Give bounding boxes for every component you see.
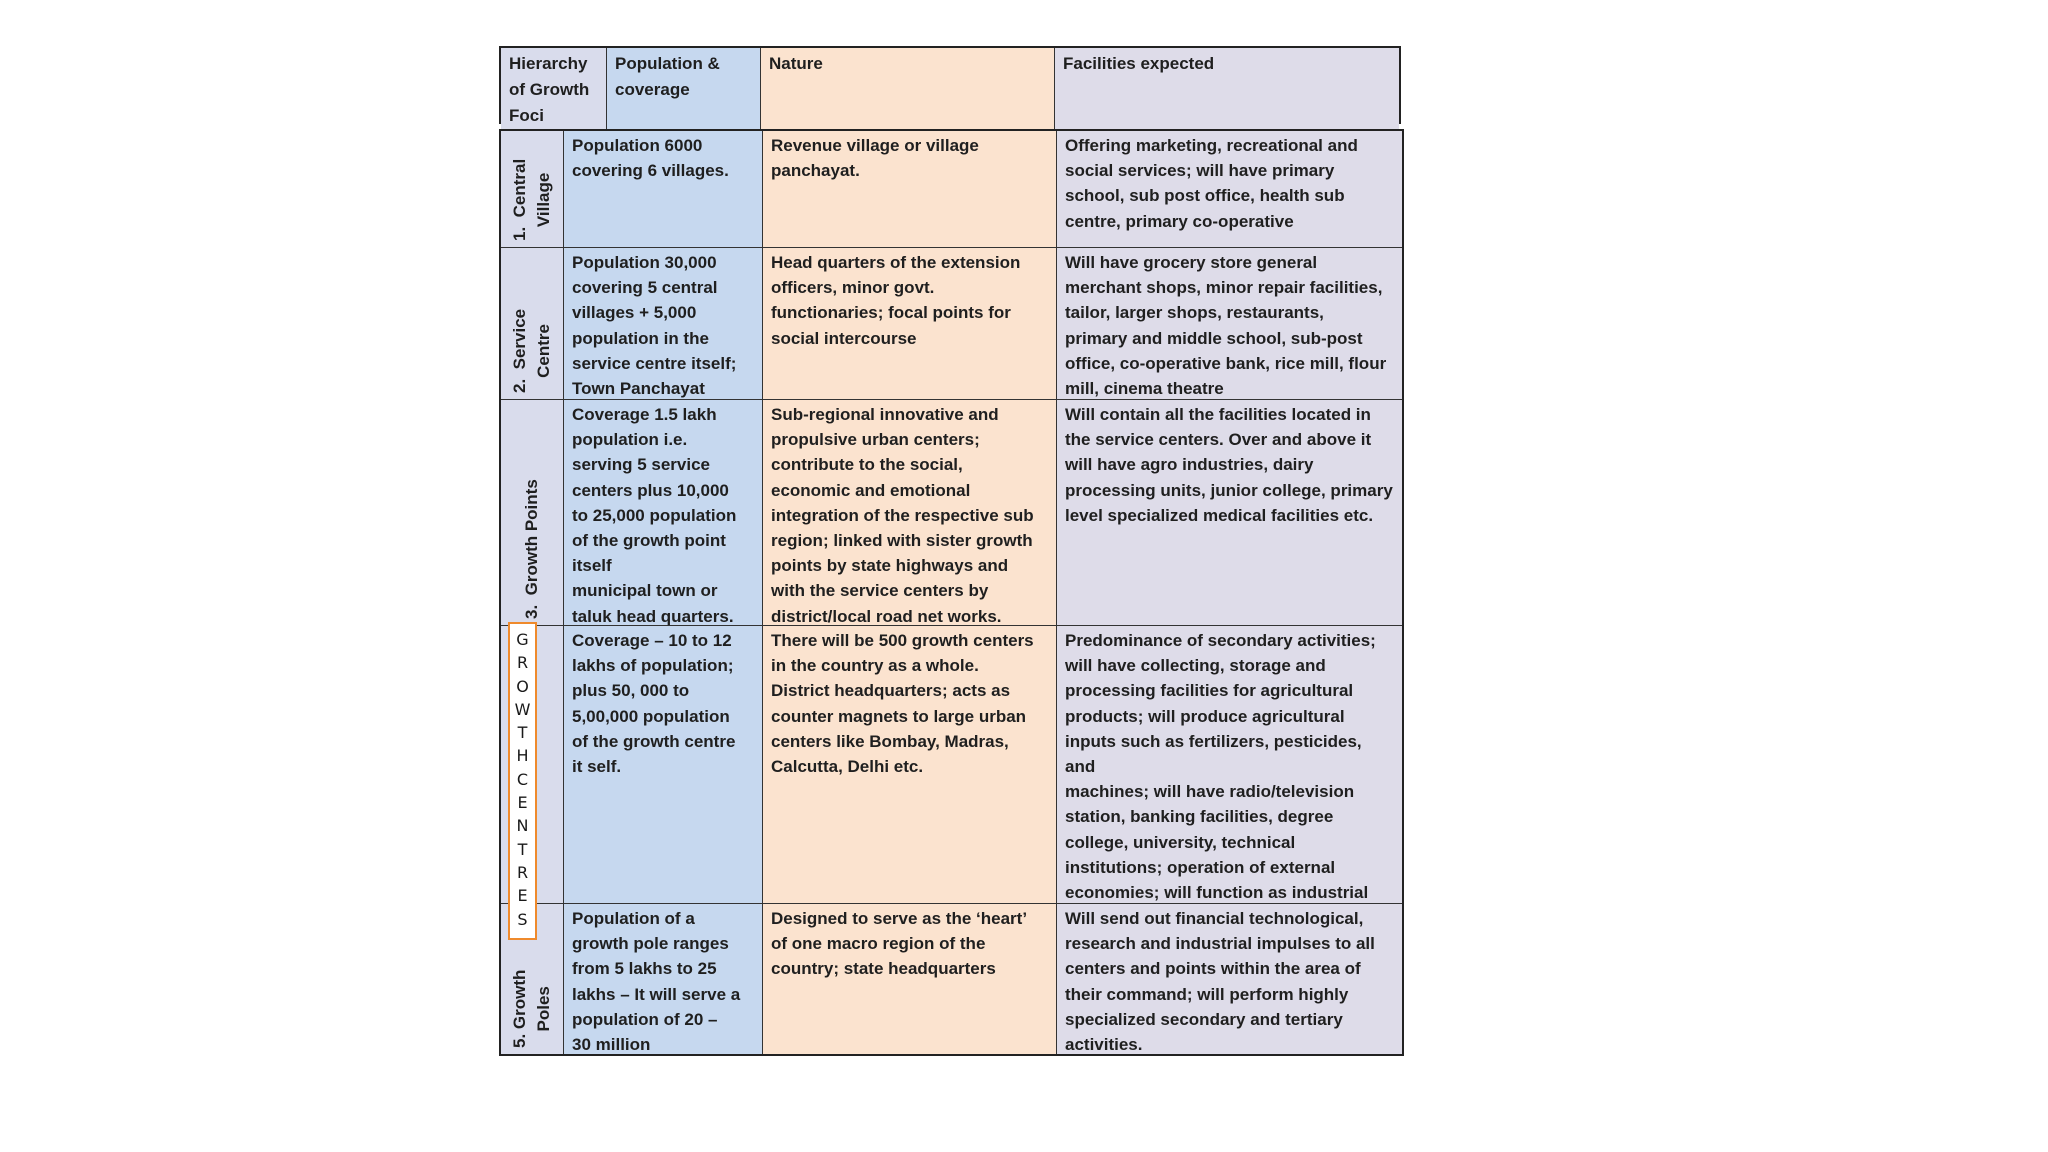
cell-nature: Designed to serve as the ‘heart’ of one macro region of the country; state headquarters [763, 904, 1057, 1054]
overlay-letter: G [516, 630, 529, 649]
growth-centres-vertical-label [508, 622, 537, 940]
overlay-letter: T [517, 839, 528, 859]
cell-facilities: Predominance of secondary activities; will have collecting, storage and processing facilities for agricultural products; will produce agricultural inputs such as fertilizers, pesticides, and machines; will have radio/television station, banking facilities, degree college, university, technical institutions; operation of external economies; will function as industrial [1057, 626, 1402, 904]
row-label-central-village [501, 131, 564, 248]
cell-facilities: Offering marketing, recreational and social services; will have primary school, sub post office, health sub centre, primary co-operative [1057, 131, 1402, 248]
overlay-letter: W [514, 699, 531, 719]
overlay-letter: O [516, 676, 529, 696]
cell-nature: There will be 500 growth centers in the country as a whole. District headquarters; acts as counter magnets to large urban centers like Bombay, Madras, Calcutta, Delhi etc. [763, 626, 1057, 904]
table-header [499, 46, 1401, 124]
overlay-letter: R [516, 862, 529, 882]
overlay-letter: T [517, 723, 528, 743]
overlay-letter: S [517, 909, 528, 929]
cell-population: Population of a growth pole ranges from 5 lakhs to 25 lakhs – It will serve a population of 20 – 30 million [564, 904, 763, 1054]
row-label-text: 3. Growth Points [522, 479, 541, 619]
cell-nature: Sub-regional innovative and propulsive urban centers; contribute to the social, economic and emotional integration of the respective sub region; linked with sister growth points by state highways and with the service centers by district/local road net works. [763, 400, 1057, 626]
cell-population: Population 30,000 covering 5 central villages + 5,000 population in the service centre itself; Town Panchayat [564, 248, 763, 400]
row-label-text: 5. Growth Poles [510, 969, 553, 1048]
overlay-letter: E [517, 793, 528, 813]
row-label-text: 1. Central Village [510, 158, 553, 241]
header-nature: Nature [761, 48, 1055, 132]
cell-population: Population 6000 covering 6 villages. [564, 131, 763, 248]
cell-facilities: Will send out financial technological, research and industrial impulses to all centers and points within the area of their command; will perform highly specialized secondary and tertiary activities. [1057, 904, 1402, 1054]
cell-population: Coverage 1.5 lakh population i.e. serving 5 service centers plus 10,000 to 25,000 population of the growth point itself municipal town or taluk head quarters. [564, 400, 763, 626]
growth-foci-table [499, 129, 1404, 1056]
overlay-letter: N [516, 816, 529, 836]
cell-facilities: Will contain all the facilities located in the service centers. Over and above it will have agro industries, dairy processing units, junior college, primary level specialized medical facilities etc. [1057, 400, 1402, 626]
header-facilities-expected: Facilities expected [1055, 48, 1399, 132]
row-label-service-centre [501, 248, 564, 400]
overlay-letter: E [517, 886, 528, 906]
overlay-letter: H [516, 746, 529, 766]
row-label-growth-points [501, 400, 564, 626]
header-hierarchy: Hierarchy of Growth Foci [501, 48, 607, 132]
overlay-letter: C [516, 769, 529, 789]
cell-facilities: Will have grocery store general merchant shops, minor repair facilities, tailor, larger shops, restaurants, primary and middle school, sub-post office, co-operative bank, rice mill, flour mill, cinema theatre [1057, 248, 1402, 400]
row-label-text: 2. Service Centre [510, 308, 553, 393]
cell-population: Coverage – 10 to 12 lakhs of population; plus 50, 000 to 5,00,000 population of the growth centre it self. [564, 626, 763, 904]
cell-nature: Revenue village or village panchayat. [763, 131, 1057, 248]
header-population-coverage: Population & coverage [607, 48, 761, 132]
overlay-letter: R [516, 653, 529, 673]
cell-nature: Head quarters of the extension officers, minor govt. functionaries; focal points for social intercourse [763, 248, 1057, 400]
